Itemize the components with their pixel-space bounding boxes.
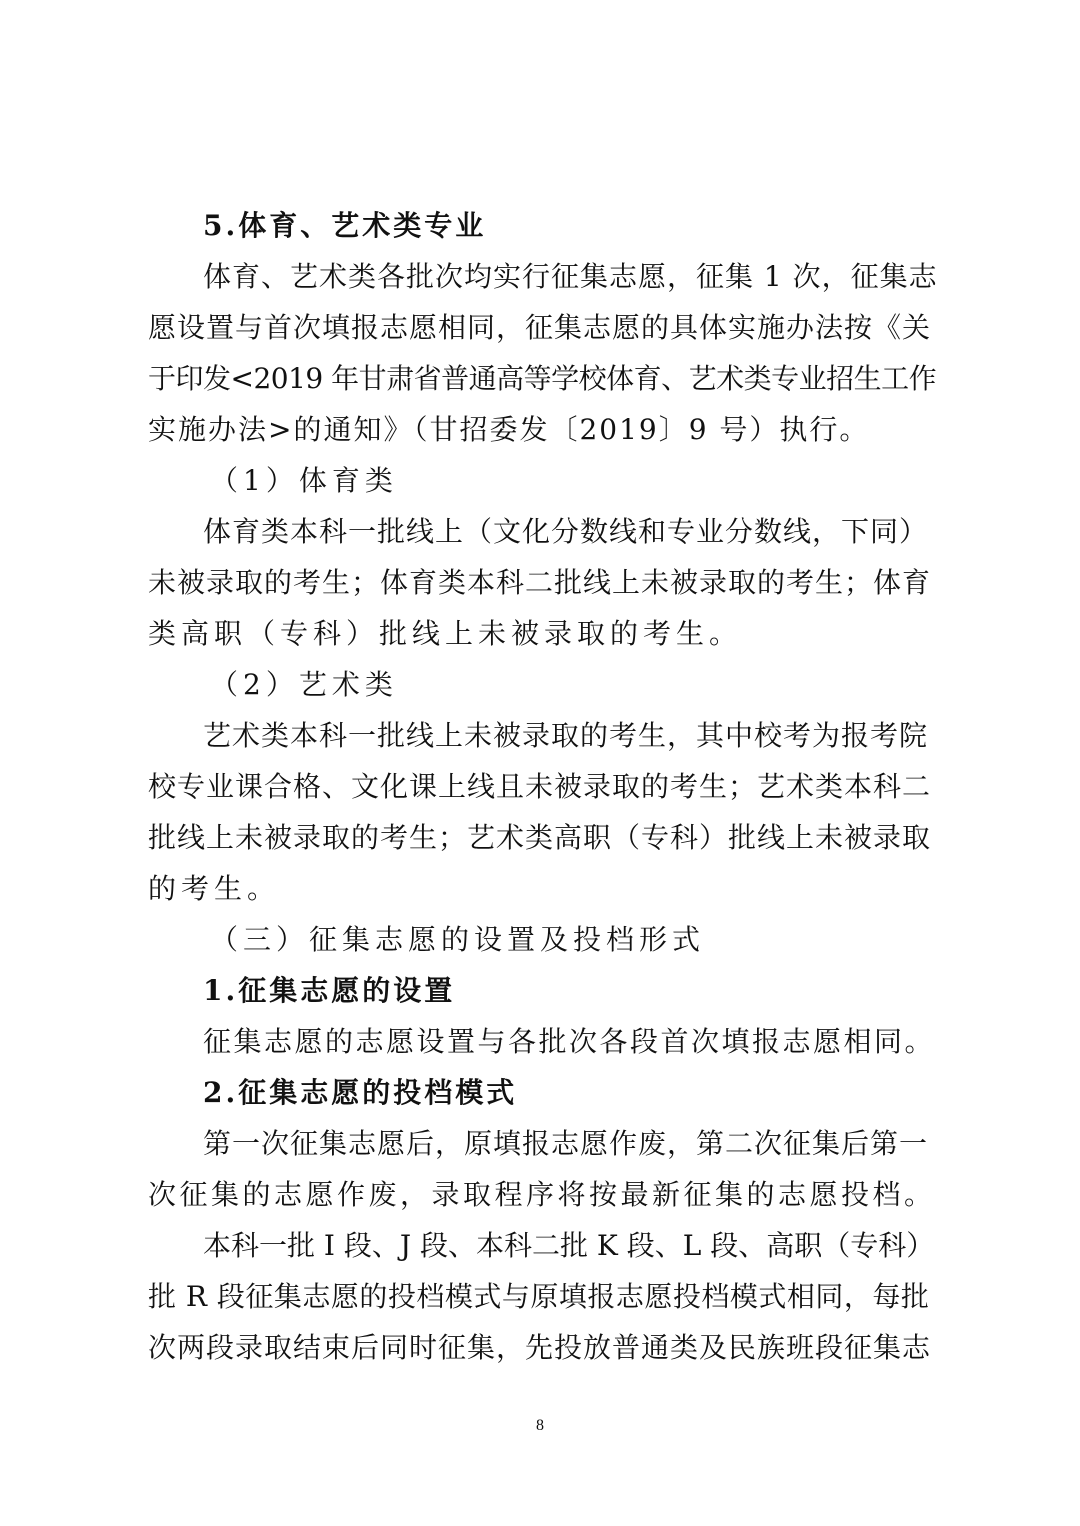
- paragraph-line: 于印发<2019 年甘肃省普通高等学校体育、艺术类专业招生工作: [148, 362, 937, 395]
- paragraph-line: 征集志愿的志愿设置与各批次各段首次填报志愿相同。: [203, 1025, 936, 1058]
- subsection-title-arts: （2）艺术类: [210, 668, 398, 701]
- paragraph-line: 次征集的志愿作废，录取程序将按最新征集的志愿投档。: [148, 1178, 936, 1211]
- section-heading-collection: （三）征集志愿的设置及投档形式: [210, 923, 706, 956]
- paragraph-line: 艺术类本科一批线上未被录取的考生，其中校考为报考院: [203, 719, 929, 752]
- paragraph-line: 体育类本科一批线上（文化分数线和专业分数线，下同）: [203, 515, 929, 548]
- paragraph-line: 校专业课合格、文化课上线且未被录取的考生；艺术类本科二: [148, 770, 932, 803]
- page-number: 8: [536, 1417, 544, 1434]
- paragraph-line: 愿设置与首次填报志愿相同，征集志愿的具体实施办法按《关: [148, 311, 932, 344]
- paragraph-line: 次两段录取结束后同时征集，先投放普通类及民族班段征集志: [148, 1331, 932, 1364]
- paragraph-line: 本科一批 I 段、J 段、本科二批 K 段、L 段、高职（专科）: [203, 1229, 935, 1262]
- paragraph-line: 的考生。: [148, 872, 281, 905]
- subsection-heading-setup: 1.征集志愿的设置: [203, 974, 456, 1007]
- paragraph-line: 未被录取的考生；体育类本科二批线上未被录取的考生；体育: [148, 566, 932, 599]
- paragraph-line: 体育、艺术类各批次均实行征集志愿，征集 1 次，征集志: [203, 260, 938, 293]
- paragraph-line: 类高职（专科）批线上未被录取的考生。: [148, 617, 743, 650]
- paragraph-line: 批 R 段征集志愿的投档模式与原填报志愿投档模式相同，每批: [148, 1280, 930, 1313]
- section-heading-sports-arts: 5.体育、艺术类专业: [203, 209, 487, 242]
- paragraph-line: 批线上未被录取的考生；艺术类高职（专科）批线上未被录取: [148, 821, 932, 854]
- paragraph-line: 第一次征集志愿后，原填报志愿作废，第二次征集后第一: [203, 1127, 929, 1160]
- paragraph-line: 实施办法>的通知》（甘招委发〔2019〕9 号）执行。: [148, 413, 870, 446]
- subsection-heading-mode: 2.征集志愿的投档模式: [203, 1076, 518, 1109]
- subsection-title-sports: （1）体育类: [210, 464, 398, 497]
